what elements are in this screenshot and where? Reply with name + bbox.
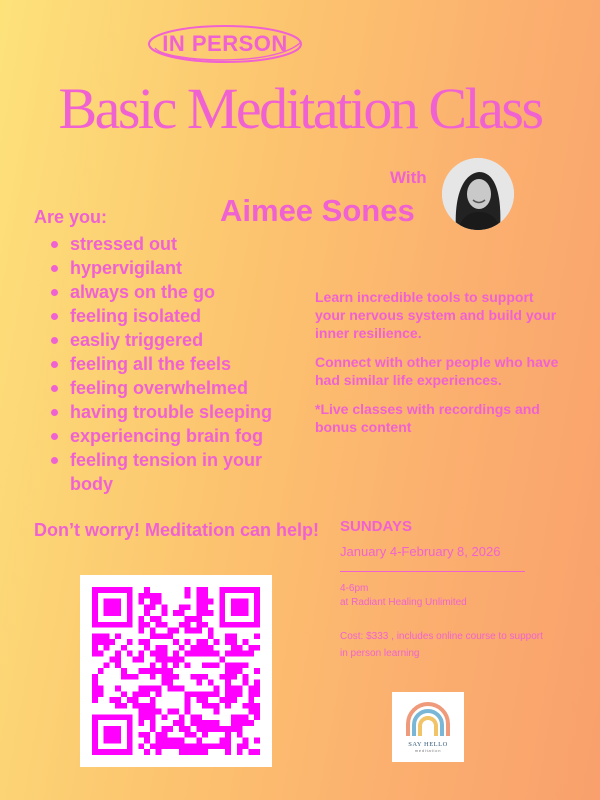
- symptom-list: [38, 232, 298, 496]
- list-item: feeling all the feels: [38, 352, 298, 376]
- rainbow-icon: [403, 702, 453, 738]
- with-label: With: [390, 168, 427, 187]
- list-item: feeling isolated: [38, 304, 298, 328]
- are-you-heading: Are you:: [34, 207, 108, 227]
- list-item: stressed out: [38, 232, 298, 256]
- list-item: experiencing brain fog: [38, 424, 298, 448]
- say-hello-logo: [392, 692, 464, 762]
- schedule-block: [340, 518, 543, 662]
- qr-code[interactable]: [80, 575, 272, 767]
- badge-label: IN PERSON: [162, 31, 288, 56]
- list-item: always on the go: [38, 280, 298, 304]
- qr-code-graphic[interactable]: [92, 587, 260, 755]
- schedule-venue: at Radiant Healing Unlimited: [340, 597, 467, 608]
- list-item: feeling overwhelmed: [38, 376, 298, 400]
- in-person-badge: [145, 22, 305, 66]
- schedule-time: 4-6pm: [340, 583, 369, 594]
- instructor-avatar: [442, 158, 514, 230]
- portrait-photo: [442, 158, 514, 230]
- list-item: feeling tension in your body: [38, 448, 298, 496]
- page-title: Basic Meditation Class: [58, 76, 542, 141]
- benefit-text: *Live classes with recordings and bonus content: [315, 401, 540, 435]
- logo-subtitle: meditation: [414, 748, 442, 753]
- benefits-block: [315, 288, 560, 447]
- benefit-text: Connect with other people who have had similar life experiences.: [315, 354, 559, 388]
- list-item: having trouble sleeping: [38, 400, 298, 424]
- worry-callout: Don’t worry! Meditation can help!: [34, 520, 320, 540]
- list-item: hypervigilant: [38, 256, 298, 280]
- schedule-cost: Cost: $333 , includes online course to support in person learning: [340, 631, 543, 659]
- benefit-text: Learn incredible tools to support your nervous system and build your inner resilience.: [315, 289, 557, 341]
- logo-brand: SAY HELLO: [408, 741, 448, 748]
- schedule-day: SUNDAYS: [340, 518, 412, 535]
- schedule-dates: January 4-February 8, 2026: [340, 544, 501, 559]
- list-item: easliy triggered: [38, 328, 298, 352]
- divider: [340, 571, 525, 572]
- instructor-name: Aimee Sones: [220, 193, 415, 228]
